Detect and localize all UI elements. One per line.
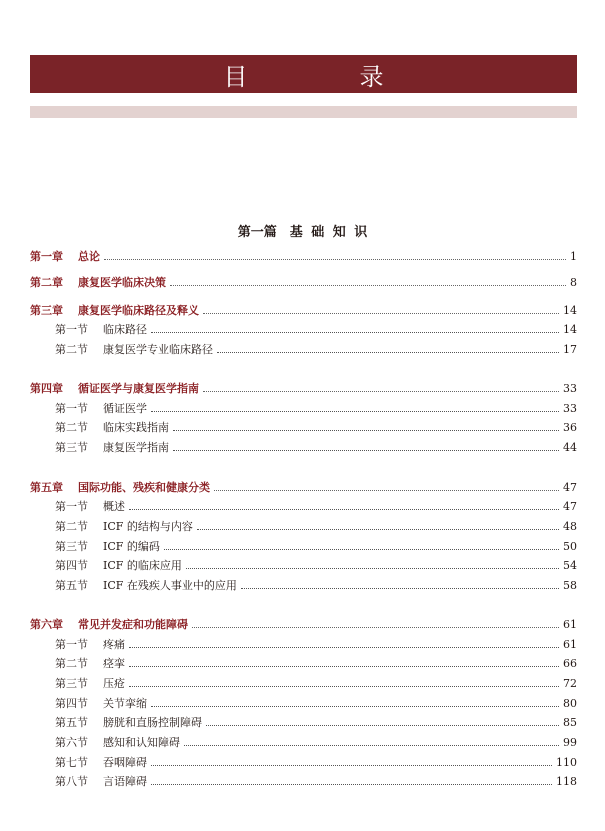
toc-chapter-3[interactable] — [30, 303, 577, 319]
section-number: 第八节 — [55, 775, 88, 788]
section-title: ICF 的编码 — [103, 540, 160, 553]
chapter-title: 常见并发症和功能障碍 — [78, 618, 188, 631]
section-number: 第四节 — [55, 559, 88, 572]
section-number: 第五节 — [55, 579, 88, 592]
toc-chapter-6[interactable] — [30, 617, 577, 633]
toc-section[interactable] — [30, 755, 577, 771]
section-title: 痉挛 — [103, 657, 125, 670]
section-title: ICF 的临床应用 — [103, 559, 182, 572]
page-number: 61 — [563, 618, 577, 631]
toc-section[interactable] — [30, 519, 577, 535]
toc-chapter-4[interactable] — [30, 381, 577, 397]
section-number: 第七节 — [55, 756, 88, 769]
chapter-title: 循证医学与康复医学指南 — [78, 382, 199, 395]
page-number: 47 — [563, 481, 577, 494]
dot-leader — [173, 450, 559, 451]
chapter-title: 总论 — [78, 250, 100, 263]
header-underline-bar — [30, 106, 577, 118]
toc-section[interactable] — [30, 735, 577, 751]
dot-leader — [203, 313, 559, 314]
toc-section[interactable] — [30, 440, 577, 456]
section-number: 第二节 — [55, 657, 88, 670]
toc-section[interactable] — [30, 558, 577, 574]
dot-leader — [104, 259, 566, 260]
page-number: 33 — [563, 402, 577, 415]
toc-header-band — [30, 55, 577, 93]
section-title: 循证医学 — [103, 402, 147, 415]
section-title: 临床路径 — [103, 323, 147, 336]
dot-leader — [217, 352, 559, 353]
page-number: 72 — [563, 677, 577, 690]
toc-section[interactable] — [30, 578, 577, 594]
page-number: 36 — [563, 421, 577, 434]
part-title: 第一篇 基 础 知 识 — [237, 225, 368, 240]
section-number: 第二节 — [55, 343, 88, 356]
toc-section[interactable] — [30, 342, 577, 358]
dot-leader — [197, 529, 559, 530]
section-title: 康复医学指南 — [103, 441, 169, 454]
toc-section[interactable] — [30, 676, 577, 692]
dot-leader — [192, 627, 559, 628]
dot-leader — [129, 686, 559, 687]
dot-leader — [129, 666, 559, 667]
section-title: 临床实践指南 — [103, 421, 169, 434]
section-title: 关节挛缩 — [103, 697, 147, 710]
page-number: 48 — [563, 520, 577, 533]
chapter-number: 第一章 — [30, 250, 63, 263]
dot-leader — [186, 568, 559, 569]
section-title: ICF 的结构与内容 — [103, 520, 193, 533]
toc-section[interactable] — [30, 774, 577, 790]
page-number: 110 — [556, 756, 577, 769]
toc-section[interactable] — [30, 499, 577, 515]
page-number: 61 — [563, 638, 577, 651]
toc-section[interactable] — [30, 322, 577, 338]
section-number: 第五节 — [55, 716, 88, 729]
toc-section[interactable] — [30, 637, 577, 653]
section-number: 第二节 — [55, 520, 88, 533]
dot-leader — [184, 745, 559, 746]
page-number: 33 — [563, 382, 577, 395]
toc-section[interactable] — [30, 696, 577, 712]
page-title: 目 录 — [223, 62, 428, 91]
dot-leader — [241, 588, 559, 589]
section-number: 第六节 — [55, 736, 88, 749]
dot-leader — [214, 490, 559, 491]
section-title: 膀胱和直肠控制障碍 — [103, 716, 202, 729]
page-number: 99 — [563, 736, 577, 749]
dot-leader — [206, 725, 559, 726]
page-number: 8 — [570, 276, 577, 289]
dot-leader — [129, 509, 559, 510]
dot-leader — [151, 706, 559, 707]
section-title: 感知和认知障碍 — [103, 736, 180, 749]
page-number: 44 — [563, 441, 577, 454]
section-title: 概述 — [103, 500, 125, 513]
section-number: 第一节 — [55, 323, 88, 336]
toc-chapter-2[interactable] — [30, 275, 577, 291]
toc-section[interactable] — [30, 420, 577, 436]
section-number: 第一节 — [55, 500, 88, 513]
dot-leader — [164, 549, 559, 550]
section-number: 第四节 — [55, 697, 88, 710]
dot-leader — [173, 430, 559, 431]
section-number: 第一节 — [55, 402, 88, 415]
toc-section[interactable] — [30, 401, 577, 417]
section-number: 第三节 — [55, 540, 88, 553]
chapter-number: 第五章 — [30, 481, 63, 494]
dot-leader — [151, 332, 559, 333]
page-number: 85 — [563, 716, 577, 729]
toc-section[interactable] — [30, 656, 577, 672]
section-title: 康复医学专业临床路径 — [103, 343, 213, 356]
section-title: 压疮 — [103, 677, 125, 690]
section-title: 言语障碍 — [103, 775, 147, 788]
page-number: 17 — [563, 343, 577, 356]
toc-chapter-1[interactable] — [30, 249, 577, 265]
dot-leader — [170, 285, 566, 286]
chapter-number: 第三章 — [30, 304, 63, 317]
dot-leader — [151, 784, 552, 785]
page-number: 118 — [556, 775, 577, 788]
chapter-title: 国际功能、残疾和健康分类 — [78, 481, 210, 494]
chapter-number: 第四章 — [30, 382, 63, 395]
dot-leader — [129, 647, 559, 648]
section-number: 第一节 — [55, 638, 88, 651]
page-number: 47 — [563, 500, 577, 513]
section-number: 第三节 — [55, 677, 88, 690]
chapter-title: 康复医学临床决策 — [78, 276, 166, 289]
chapter-number: 第六章 — [30, 618, 63, 631]
page-number: 14 — [563, 323, 577, 336]
chapter-number: 第二章 — [30, 276, 63, 289]
page-number: 66 — [563, 657, 577, 670]
section-number: 第二节 — [55, 421, 88, 434]
section-title: 吞咽障碍 — [103, 756, 147, 769]
dot-leader — [151, 411, 559, 412]
page-number: 1 — [570, 250, 577, 263]
dot-leader — [203, 391, 559, 392]
page-number: 58 — [563, 579, 577, 592]
section-title: ICF 在残疾人事业中的应用 — [103, 579, 237, 592]
section-title: 疼痛 — [103, 638, 125, 651]
dot-leader — [151, 765, 552, 766]
page-number: 50 — [563, 540, 577, 553]
section-number: 第三节 — [55, 441, 88, 454]
page-number: 54 — [563, 559, 577, 572]
toc-section[interactable] — [30, 539, 577, 555]
page-number: 14 — [563, 304, 577, 317]
chapter-title: 康复医学临床路径及释义 — [78, 304, 199, 317]
toc-section[interactable] — [30, 715, 577, 731]
page-number: 80 — [563, 697, 577, 710]
toc-chapter-5[interactable] — [30, 480, 577, 496]
